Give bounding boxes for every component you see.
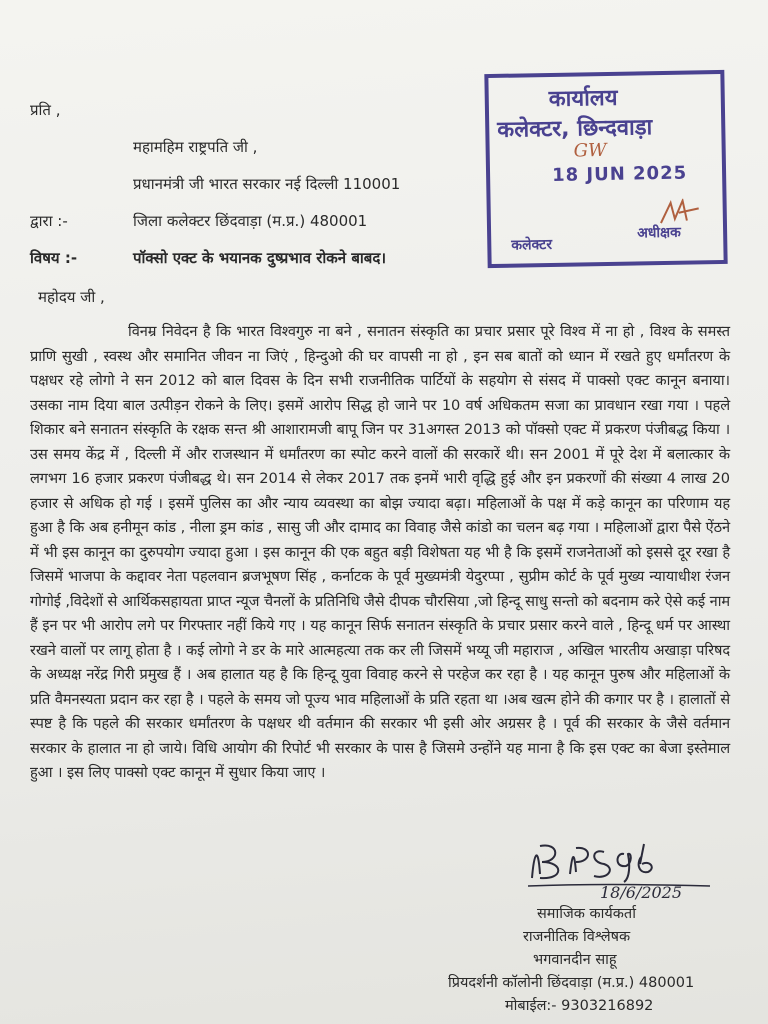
stamp-right-label: अधीक्षक: [636, 224, 681, 242]
stamp-date: 18 JUN 2025: [551, 162, 688, 186]
via-label: द्वारा :-: [30, 212, 68, 230]
sender-role-1: समाजिक कार्यकर्ता: [537, 906, 636, 922]
sender-mobile: मोबाईल:- 9303216892: [505, 998, 654, 1014]
sender-name: भगवानदीन साहू: [533, 952, 617, 968]
addressee-line-1: महामहिम राष्ट्रपति जी ,: [133, 138, 258, 156]
letter-body: विनम्र निवेदन है कि भारत विश्वगुरु ना बने , सनातन संस्कृति का प्रचार प्रसार पूरे विश्व में ना हो , विश्व के समस्त प्राणि सुखी , स्वस्थ और समानित जीवन ना जिएं , हिन्दुओ की घर वापसी ना हो , इन सब बातों को ध्यान में रखते हुए धर्मांतरण के पक्षधर रहे लोगो ने सन 2012 को बाल दिवस के दिन सभी राजनीतिक पार्टियों के सहयोग से संसद में पाक्सो एक्ट कानून बनाया। उसका नाम दिया बाल उत्पीड़न रोकने के लिए। इसमें आरोप सिद्ध हो जाने पर 10 वर्ष अधिकतम सजा का प्रावधान रखा गया । पहले शिकार बने सनातन संस्कृति के रक्षक सन्त श्री आशारामजी बापू जिन पर 31अगस्त 2013 को पॉक्सो एक्ट में प्रकरण पंजीबद्ध किया ।उस समय केंद्र में , दिल्ली में और राजस्थान में धर्मांतरण का स्पोट करने वालों की सरकारें थी। सन 2001 में पूरे देश में बलात्कार के लगभग 16 हजार प्रकरण पंजीबद्ध थे। सन 2014 से लेकर 2017 तक इनमें भारी वृद्धि हुई और इन प्रकरणों की संख्या 4 लाख 20 हजार से अधिक हो गई । इसमें पुलिस का और न्याय व्यवस्था का बोझ ज्यादा बढ़ा। महिलाओं के पक्ष में कड़े कानून का परिणाम यह हुआ है कि अब हनीमून कांड , नीला ड्रम कांड , सासु जी और दामाद का विवाह जैसे कांडो का चलन बढ़ गया । महिलाओं द्वारा पैसे ऐंठने में भी इस कानून का दुरुपयोग ज्यादा हुआ । इस कानून की एक बहुत बड़ी विशेषता यह भी है कि इसमें राजनेताओं को इससे दूर रखा है जिसमें भाजपा के कद्दावर नेता पहलवान ब्रजभूषण सिंह , कर्नाटक के पूर्व मुख्यमंत्री येदुरप्पा , सुप्रीम कोर्ट के पूर्व मुख्य न्यायाधीश रंजन गोगोई ,विदेशों से आर्थिकसहायता प्राप्त न्यूज चैनलों के प्रतिनिधि जैसे दीपक चौरसिया ,जो हिन्दू साधु सन्तो को बदनाम करे ऐसे कई नाम हैं इन पर भी आरोप लगे पर गिरफ्तार नहीं किये गए । यह कानून सिर्फ सनातन संस्कृति के प्रचार प्रसार करने वाले , हिन्दू धर्म पर आस्था रखने वालों पर लागू होता है । कई लोगो ने डर के मारे आत्महत्या तक कर ली जिसमें भय्यू जी महाराज , अखिल भारतीय अखाड़ा परिषद के अध्यक्ष नरेंद्र गिरी प्रमुख हैं । अब हालात यह है कि हिन्दू युवा विवाह करने से परहेज कर रहा है । यह कानून पुरुष और महिलाओं के प्रति वैमनस्यता प्रदान कर रहा है । पहले के समय जो पूज्य भाव महिलाओं के प्रति रहता था ।अब खत्म होने की कगार पर है । हालातों से स्पष्ट है कि पहले की सरकार धर्मांतरण के पक्षधर थी वर्तमान की सरकार भी इसी ओर अग्रसर है । पूर्व की सरकार के जैसे वर्तमान सरकार के हालात ना हो जाये। विधि आयोग की रिपोर्ट भी सरकार के पास है जिसमे उन्होंने यह माना है कि इस एक्ट का बेजा इस्तेमाल हुआ । इस लिए पाक्सो एक्ट कानून में सुधार किया जाए ।: [30, 323, 730, 781]
collector-office-stamp: [484, 70, 727, 268]
sender-address: प्रियदर्शनी कॉलोनी छिंदवाड़ा (म.प्र.) 480001: [448, 975, 695, 991]
prati-label: प्रति ,: [30, 101, 61, 119]
stamp-left-label: कलेक्टर: [511, 236, 553, 254]
salutation: महोदय जी ,: [38, 288, 105, 306]
sender-role-2: राजनीतिक विश्लेषक: [523, 929, 631, 945]
stamp-line-1: कार्यालय: [548, 85, 618, 112]
signature-date: 18/6/2025: [600, 883, 683, 902]
subject-label: विषय :-: [30, 249, 78, 267]
stamp-initials: GW: [573, 139, 607, 162]
handwritten-signature: [520, 834, 720, 904]
stamp-line-2: कलेक्टर, छिन्दवाड़ा: [497, 115, 653, 143]
subject-value: पॉक्सो एक्ट के भयानक दुष्प्रभाव रोकने बाबद।: [133, 249, 387, 267]
addressee-line-2: प्रधानमंत्री जी भारत सरकार नई दिल्ली 110001: [133, 175, 401, 193]
via-value: जिला कलेक्टर छिंदवाड़ा (म.प्र.) 480001: [133, 212, 368, 230]
